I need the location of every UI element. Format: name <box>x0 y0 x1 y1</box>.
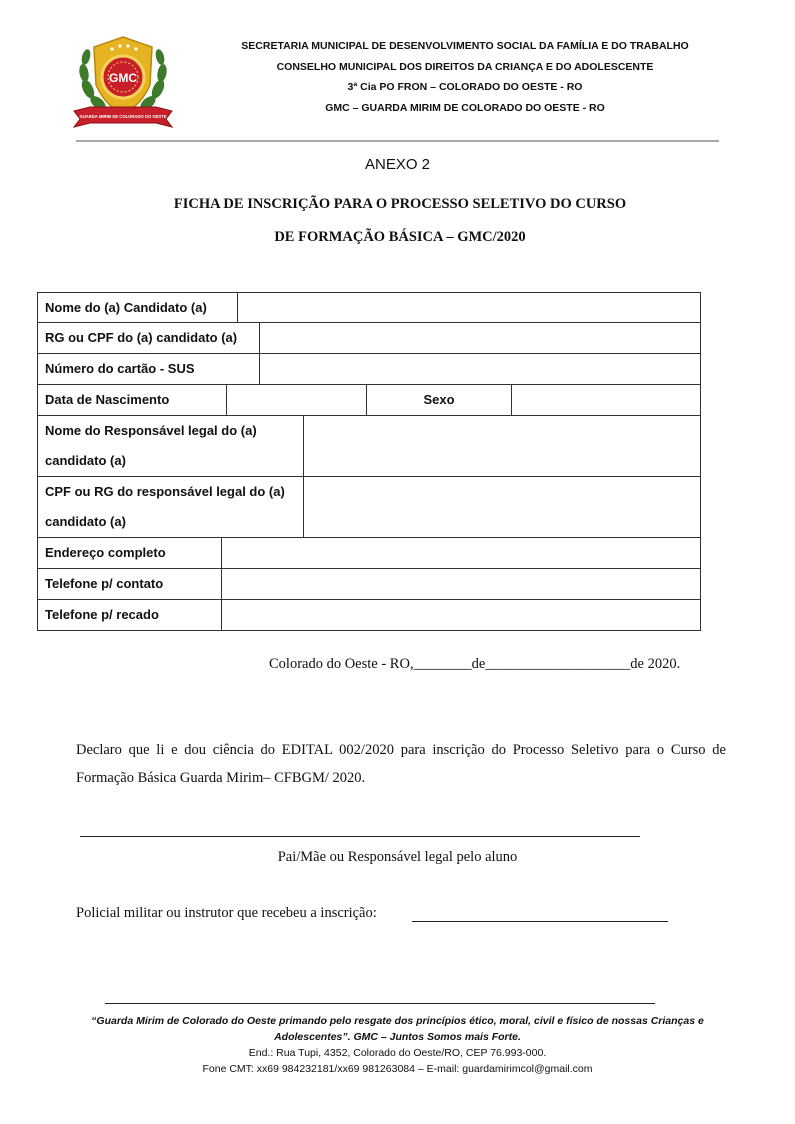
header-line-gmc: GMC – GUARDA MIRIM DE COLORADO DO OESTE - RO <box>325 101 605 114</box>
table-row <box>38 353 700 384</box>
table-row <box>38 537 700 568</box>
footer <box>70 1013 725 1077</box>
field-address[interactable] <box>221 538 700 568</box>
table-row <box>38 384 700 415</box>
label-guardian-name-line-2: candidato (a) <box>45 453 126 468</box>
logo-text: GMC <box>109 71 137 85</box>
header-divider <box>76 140 719 142</box>
annex-label: ANEXO 2 <box>364 156 431 173</box>
label-rg-cpf: RG ou CPF do (a) candidato (a) <box>45 330 238 345</box>
label-guardian-doc <box>38 477 303 537</box>
label-phone-message: Telefone p/ recado <box>45 607 159 622</box>
field-sex[interactable] <box>511 385 700 415</box>
field-phone-message[interactable] <box>221 600 700 630</box>
guardian-signature-line[interactable] <box>80 836 640 837</box>
field-guardian-doc[interactable] <box>303 477 700 537</box>
form-title <box>120 188 680 254</box>
label-address: Endereço completo <box>45 545 166 560</box>
gmc-logo <box>70 33 176 131</box>
table-row <box>38 293 700 322</box>
declaration-text: Declaro que li e dou ciência do EDITAL 002/2020 para inscrição do Processo Seletivo para o Curso de Formação Básica Guarda Mirim– CFBGM/ 2020. <box>76 742 726 786</box>
instructor-signature-line[interactable] <box>412 921 668 922</box>
field-candidate-name[interactable] <box>237 293 700 322</box>
header-line-secretaria: SECRETARIA MUNICIPAL DE DESENVOLVIMENTO SOCIAL DA FAMÍLIA E DO TRABALHO <box>241 40 689 52</box>
header-line-conselho: CONSELHO MUNICIPAL DOS DIREITOS DA CRIANÇA E DO ADOLESCENTE <box>276 60 654 73</box>
label-phone-contact: Telefone p/ contato <box>45 576 164 591</box>
form-title-line-1: FICHA DE INSCRIÇÃO PARA O PROCESSO SELETIVO DO CURSO <box>173 196 627 212</box>
field-guardian-name[interactable] <box>303 416 700 476</box>
form-title-line-2: DE FORMAÇÃO BÁSICA – GMC/2020 <box>274 229 526 245</box>
registration-form-table <box>37 292 701 631</box>
table-row <box>38 322 700 353</box>
field-phone-contact[interactable] <box>221 569 700 599</box>
header-institution-lines <box>200 36 730 118</box>
label-guardian-name-line-1: Nome do Responsável legal do (a) <box>45 423 257 438</box>
label-birth-date: Data de Nascimento <box>45 392 170 407</box>
guardian-signature-caption: Pai/Mãe ou Responsável legal pelo aluno <box>277 849 518 865</box>
table-row <box>38 568 700 599</box>
label-sex: Sexo <box>366 385 511 415</box>
footer-address: End.: Rua Tupi, 4352, Colorado do Oeste/RO, CEP 76.993-000. <box>248 1047 547 1059</box>
table-row <box>38 476 700 537</box>
label-candidate-name: Nome do (a) Candidato (a) <box>45 300 207 315</box>
label-sus-card: Número do cartão - SUS <box>45 361 195 376</box>
table-row <box>38 415 700 476</box>
field-birth-date[interactable] <box>226 385 366 415</box>
label-guardian-name <box>38 416 303 476</box>
date-place-line: Colorado do Oeste - RO,________de____________________de 2020. <box>269 656 681 672</box>
field-rg-cpf[interactable] <box>259 323 700 353</box>
table-row <box>38 599 700 630</box>
label-guardian-doc-line-1: CPF ou RG do responsável legal do (a) <box>45 484 285 499</box>
footer-divider <box>105 1003 655 1004</box>
footer-motto: “Guarda Mirim de Colorado do Oeste primando pelo resgate dos princípios ético, moral, civil e físico de nossas Crianças e Adolescentes”. GMC – Juntos Somos mais Forte. <box>91 1015 704 1043</box>
instructor-label: Policial militar ou instrutor que recebeu a inscrição: <box>76 905 377 921</box>
logo-ribbon-text: GUARDA MIRIM DE COLORADO DO OESTE <box>79 114 167 119</box>
header-line-cia: 3ª Cia PO FRON – COLORADO DO OESTE - RO <box>347 81 583 93</box>
footer-contact: Fone CMT: xx69 984232181/xx69 981263084 – E-mail: guardamirimcol@gmail.com <box>202 1063 593 1075</box>
field-sus-card[interactable] <box>259 354 700 384</box>
label-guardian-doc-line-2: candidato (a) <box>45 514 126 529</box>
